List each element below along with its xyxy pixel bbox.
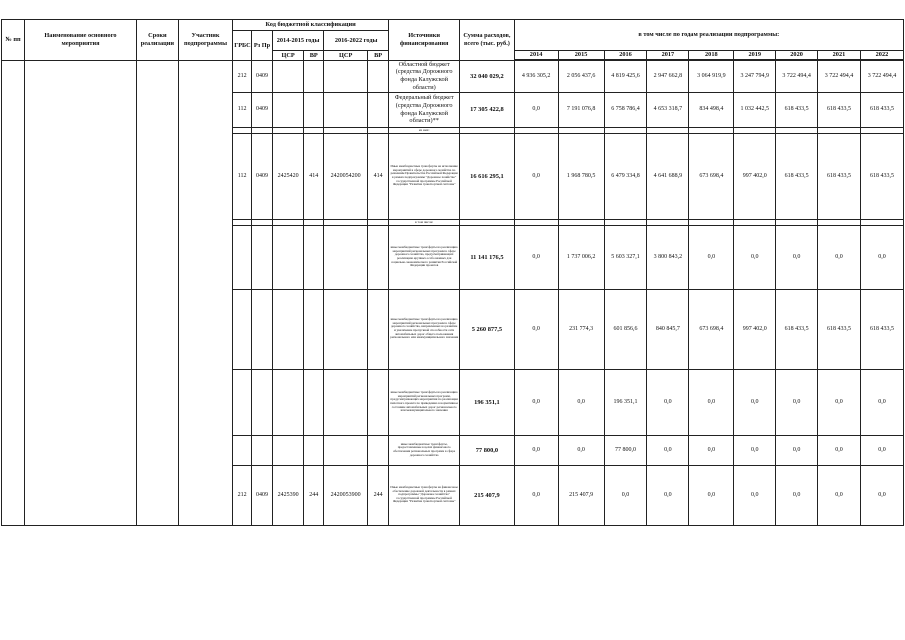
cell-year-value: 0,0	[689, 225, 734, 289]
cell-vr-1: 244	[304, 465, 324, 525]
header-year: 2022	[860, 51, 903, 60]
cell-year-value: 0,0	[776, 225, 818, 289]
cell-participant	[178, 60, 232, 525]
cell-year-value: 1 737 006,2	[558, 225, 604, 289]
cell-year-value: 0,0	[558, 435, 604, 465]
cell-csr-2: 2420053900	[324, 465, 368, 525]
cell-vr-1	[304, 92, 324, 127]
table-body	[2, 60, 904, 525]
cell-year-value: 0,0	[818, 465, 861, 525]
cell-year-value: 0,0	[734, 369, 776, 435]
cell-year-value: 997 402,0	[734, 289, 776, 369]
cell-total: 215 407,9	[460, 465, 514, 525]
header-year: 2017	[647, 51, 689, 60]
cell-year-value: 0,0	[818, 369, 861, 435]
header-activity: Наименование основного мероприятия	[25, 20, 137, 61]
cell-year-value: 0,0	[514, 369, 558, 435]
cell-year-value: 3 722 494,4	[860, 60, 903, 92]
header-year: 2015	[558, 51, 604, 60]
cell-csr-2	[324, 60, 368, 92]
header-terms: Сроки реализации	[136, 20, 178, 61]
cell-rzpr: 0409	[252, 465, 273, 525]
cell-year-value: 618 433,5	[860, 92, 903, 127]
cell-total: 196 351,1	[460, 369, 514, 435]
cell-year-value: 0,0	[647, 435, 689, 465]
header-year: 2019	[734, 51, 776, 60]
header-by-year: в том числе по годам реализации подпрограммы:	[514, 20, 903, 51]
cell-terms	[136, 60, 178, 525]
header-period-2014-2015: 2014-2015 годы	[272, 31, 323, 51]
cell-total: 16 616 295,1	[460, 133, 514, 219]
cell-year-value: 601 856,6	[604, 289, 647, 369]
cell-grbs: 112	[233, 92, 252, 127]
cell-note: из них:	[389, 127, 460, 133]
cell-source: Федеральный бюджет (средства Дорожного фонда Калужской области)**	[389, 92, 460, 127]
cell-year-value: 3 722 494,4	[818, 60, 861, 92]
cell-year-value: 231 774,3	[558, 289, 604, 369]
cell-year-value: 618 433,5	[776, 133, 818, 219]
header-source: Источники финансирования	[389, 20, 460, 61]
cell-year-value: 0,0	[514, 133, 558, 219]
header-vr-1: ВР	[304, 51, 324, 61]
cell-year-value: 0,0	[514, 435, 558, 465]
header-vr-2: ВР	[368, 51, 389, 61]
cell-year-value: 0,0	[558, 369, 604, 435]
cell-year-value: 3 800 843,2	[647, 225, 689, 289]
cell-year-value: 3 247 794,9	[734, 60, 776, 92]
cell-year-value: 0,0	[860, 435, 903, 465]
cell-year-value: 618 433,5	[860, 289, 903, 369]
header-participant: Участник подпрограммы	[178, 20, 232, 61]
cell-rzpr: 0409	[252, 133, 273, 219]
cell-source: Областной бюджет (средства Дорожного фонда Калужской области)	[389, 60, 460, 92]
cell-rzpr: 0409	[252, 92, 273, 127]
cell-year-value: 0,0	[514, 465, 558, 525]
cell-year-value: 0,0	[514, 92, 558, 127]
cell-year-value: 0,0	[604, 465, 647, 525]
cell-year-value: 0,0	[647, 369, 689, 435]
cell-vr-2: 414	[368, 133, 389, 219]
cell-year-value: 0,0	[689, 369, 734, 435]
cell-year-value: 6 479 334,8	[604, 133, 647, 219]
cell-total: 17 305 422,8	[460, 92, 514, 127]
cell-year-value: 618 433,5	[818, 92, 861, 127]
cell-year-value: 618 433,5	[860, 133, 903, 219]
cell-year-value: 2 947 662,8	[647, 60, 689, 92]
cell-year-value: 0,0	[734, 435, 776, 465]
header-year: 2020	[776, 51, 818, 60]
cell-year-value: 3 722 494,4	[776, 60, 818, 92]
cell-num	[2, 60, 25, 525]
cell-year-value: 0,0	[734, 465, 776, 525]
cell-vr-1	[304, 60, 324, 92]
cell-year-value: 5 603 327,1	[604, 225, 647, 289]
header-year: 2021	[818, 51, 861, 60]
cell-year-value: 4 641 688,9	[647, 133, 689, 219]
cell-source: иные межбюджетные трансферты, предоставленные в целях финансового обеспечения региональных программ в сфере дорожного хозяйства	[389, 435, 460, 465]
cell-year-value: 618 433,5	[818, 133, 861, 219]
budget-table	[1, 19, 904, 526]
cell-year-value: 618 433,5	[776, 289, 818, 369]
header-year: 2014	[514, 51, 558, 60]
cell-year-value: 0,0	[776, 435, 818, 465]
cell-year-value: 1 032 442,5	[734, 92, 776, 127]
cell-year-value: 4 819 425,6	[604, 60, 647, 92]
cell-year-value: 673 698,4	[689, 133, 734, 219]
cell-year-value: 834 498,4	[689, 92, 734, 127]
header-year: 2016	[604, 51, 647, 60]
cell-total: 11 141 176,5	[460, 225, 514, 289]
cell-year-value: 0,0	[776, 369, 818, 435]
cell-total: 32 040 029,2	[460, 60, 514, 92]
cell-year-value: 0,0	[734, 225, 776, 289]
cell-vr-2	[368, 60, 389, 92]
cell-note: в том числе:	[389, 219, 460, 225]
cell-year-value: 618 433,5	[818, 289, 861, 369]
cell-source: Иные межбюджетные трансферты на финансовое обеспечение дорожной деятельности в рамках подпрограммы "Дорожное хозяйство" государственной программы Российской Федерации "Развитие транспортной системы"	[389, 465, 460, 525]
cell-vr-2	[368, 92, 389, 127]
cell-csr-1	[272, 60, 303, 92]
cell-year-value: 618 433,5	[776, 92, 818, 127]
cell-year-value: 3 064 919,9	[689, 60, 734, 92]
cell-rzpr: 0409	[252, 60, 273, 92]
cell-year-value: 997 402,0	[734, 133, 776, 219]
cell-year-value: 0,0	[818, 225, 861, 289]
cell-year-value: 4 653 318,7	[647, 92, 689, 127]
header-grbs: ГРБС	[233, 31, 252, 61]
cell-year-value: 215 407,9	[558, 465, 604, 525]
header-csr-1: ЦСР	[272, 51, 303, 61]
cell-activity	[25, 60, 137, 525]
cell-year-value: 7 191 076,8	[558, 92, 604, 127]
cell-year-value: 0,0	[689, 435, 734, 465]
cell-year-value: 1 968 780,5	[558, 133, 604, 219]
header-period-2016-2022: 2016-2022 годы	[324, 31, 389, 51]
cell-csr-2	[324, 92, 368, 127]
cell-csr-1: 2425390	[272, 465, 303, 525]
cell-csr-1: 2425420	[272, 133, 303, 219]
cell-source: Иные межбюджетные трансферты на исполнение мероприятий в сфере дорожного хозяйства по решениям Правительства Российской Федерации в рамках подпрограммы "Дорожное хозяйство" государственной программы Российской Федерации "Развитие транспортной системы"	[389, 133, 460, 219]
cell-total: 5 260 877,5	[460, 289, 514, 369]
cell-year-value: 0,0	[776, 465, 818, 525]
cell-year-value: 6 758 786,4	[604, 92, 647, 127]
cell-source: иные межбюджетные трансферты на реализацию мероприятий региональных программ в сфере дорожного хозяйства, предусматривающих реализацию крупных особо важных для социально-экономического развития Российской Федерации проектов	[389, 225, 460, 289]
cell-grbs: 212	[233, 465, 252, 525]
header-year: 2018	[689, 51, 734, 60]
cell-year-value: 2 056 437,6	[558, 60, 604, 92]
header-num: № пп	[2, 20, 25, 61]
cell-grbs: 212	[233, 60, 252, 92]
cell-csr-1	[272, 92, 303, 127]
table-header	[2, 20, 904, 61]
cell-source: иные межбюджетные трансферты на реализацию мероприятий региональных программ в сфере дорожного хозяйства, направленных на развитие и увеличение пропускной способности сети автомобильных дорог общего пользования регионального или межмуниципального значения	[389, 289, 460, 369]
cell-year-value: 4 936 305,2	[514, 60, 558, 92]
header-csr-2: ЦСР	[324, 51, 368, 61]
cell-year-value: 0,0	[860, 369, 903, 435]
cell-year-value: 0,0	[860, 225, 903, 289]
cell-vr-1: 414	[304, 133, 324, 219]
cell-year-value: 0,0	[514, 289, 558, 369]
cell-grbs: 112	[233, 133, 252, 219]
header-rzpr: Рз Пр	[252, 31, 273, 61]
cell-year-value: 0,0	[514, 225, 558, 289]
header-budget-code: Код бюджетной классификации	[233, 20, 389, 31]
header-total: Сумма расходов, всего (тыс. руб.)	[460, 20, 514, 61]
cell-year-value: 673 698,4	[689, 289, 734, 369]
table-row	[2, 60, 904, 92]
cell-year-value: 0,0	[860, 465, 903, 525]
cell-year-value: 0,0	[689, 465, 734, 525]
cell-year-value: 0,0	[818, 435, 861, 465]
cell-vr-2: 244	[368, 465, 389, 525]
cell-year-value: 0,0	[647, 465, 689, 525]
cell-year-value: 840 845,7	[647, 289, 689, 369]
cell-source: иные межбюджетные трансферты на реализацию мероприятий региональных программ, предусматривающих мероприятия по реализации пилотного проекта по приведению в нормативное состояние автомобильных дорог регионального или межмуниципального значения	[389, 369, 460, 435]
cell-year-value: 196 351,1	[604, 369, 647, 435]
cell-csr-2: 2420054200	[324, 133, 368, 219]
cell-year-value: 77 800,0	[604, 435, 647, 465]
cell-total: 77 800,0	[460, 435, 514, 465]
